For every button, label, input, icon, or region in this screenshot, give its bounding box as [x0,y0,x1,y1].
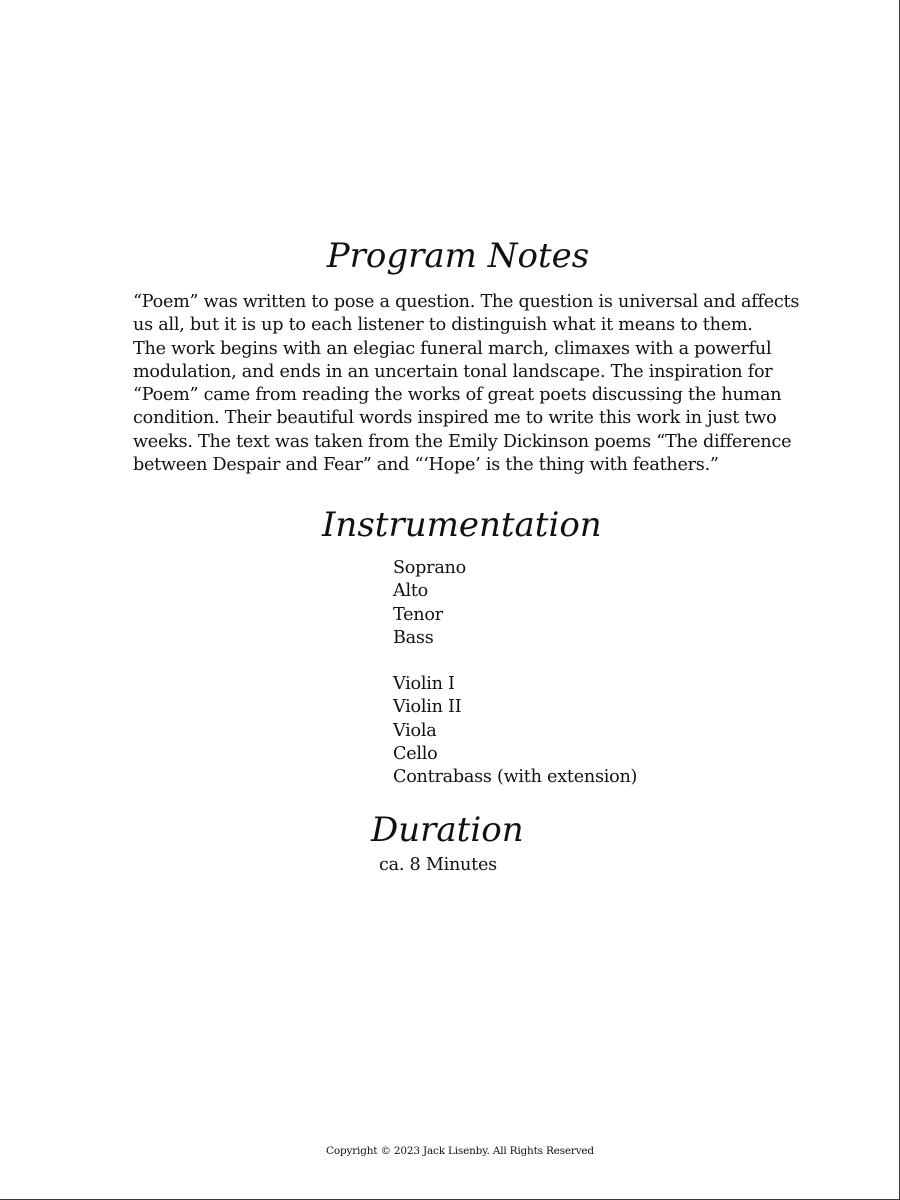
voice-item-alto: Alto [393,581,428,602]
program-notes-heading: Program Notes [326,236,590,276]
strings-list [393,673,637,789]
voices-list [393,557,466,650]
program-notes-line: “Poem” was written to pose a question. The question is universal and affects [133,292,800,312]
instrumentation-heading: Instrumentation [322,505,602,545]
program-notes-line: between Despair and Fear” and “‘Hope’ is the thing with feathers.” [133,455,719,476]
voice-item-soprano: Soprano [393,558,466,578]
string-item-viola: Viola [393,720,437,741]
program-notes-line: modulation, and ends in an uncertain tonal landscape. The inspiration for [133,361,773,382]
duration-heading: Duration [371,810,524,850]
program-notes-line: us all, but it is up to each listener to distinguish what it means to them. [133,315,753,336]
string-item-violin-2: Violin II [393,697,462,718]
program-notes-line: weeks. The text was taken from the Emily Dickinson poems “The difference [133,431,792,452]
string-item-violin-1: Violin I [393,674,455,694]
string-item-contrabass: Contrabass (with extension) [393,767,638,788]
program-notes-text [133,291,823,477]
voice-item-tenor: Tenor [393,604,443,625]
program-notes-line: “Poem” came from reading the works of great poets discussing the human [133,385,782,406]
program-notes-line: condition. Their beautiful words inspired me to write this work in just two [133,408,777,429]
duration-value: ca. 8 Minutes [379,855,497,875]
program-notes-line: The work begins with an elegiac funeral march, climaxes with a powerful [133,338,772,359]
string-item-cello: Cello [393,743,438,764]
voice-item-bass: Bass [393,627,434,648]
copyright-notice: Copyright © 2023 Jack Lisenby. All Rights Reserved [326,1145,594,1157]
